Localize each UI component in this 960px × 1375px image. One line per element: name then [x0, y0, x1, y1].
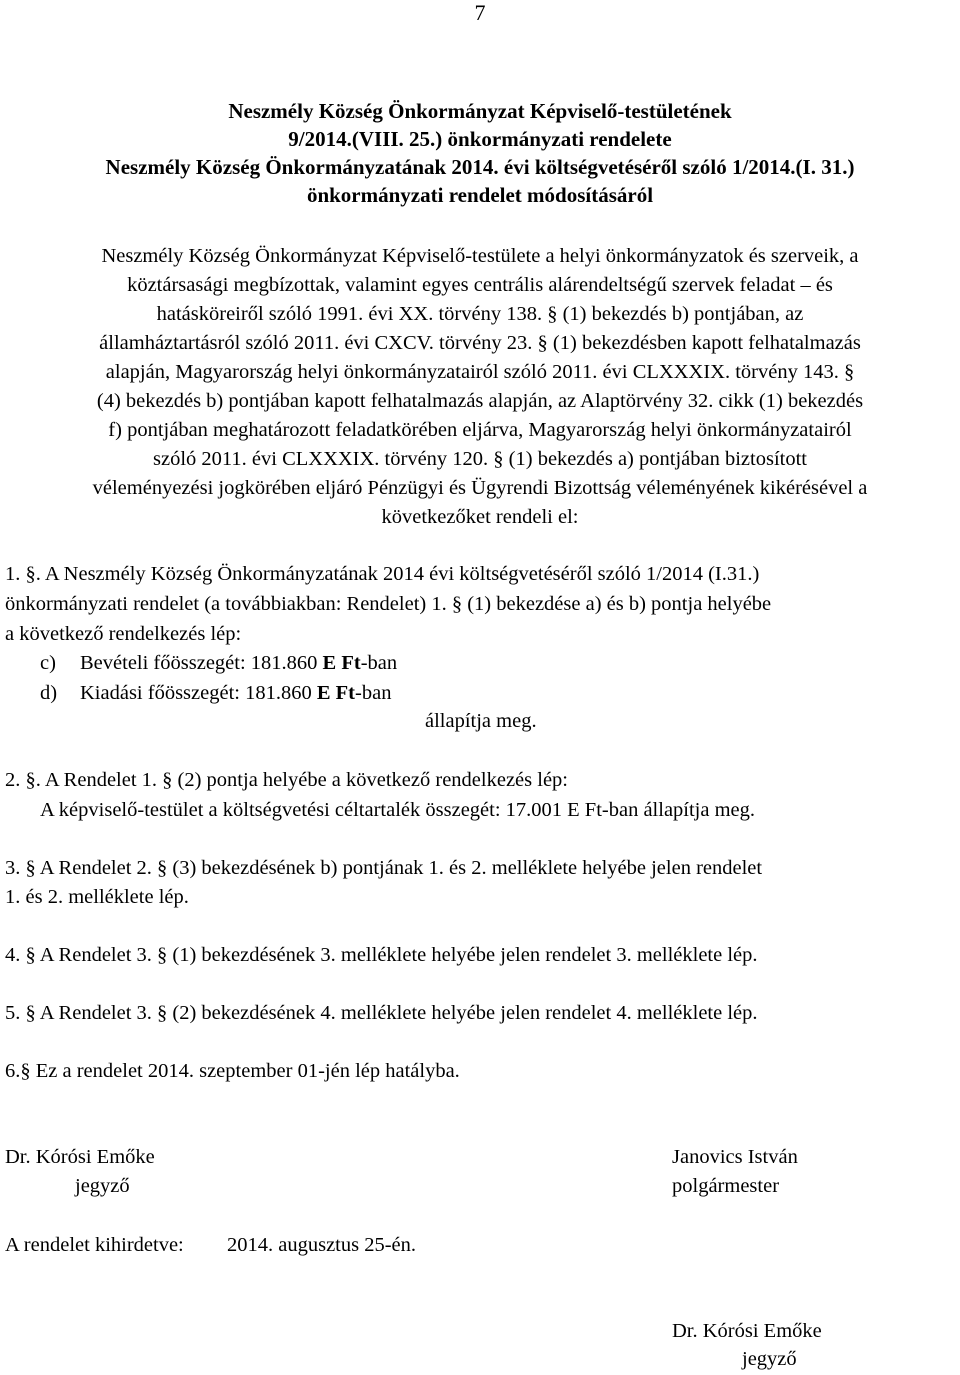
bottom-signature-name: Dr. Kórósi Emőke	[672, 1320, 822, 1342]
preamble-line: következőket rendeli el:	[381, 506, 579, 528]
promulgation-label: A rendelet kihirdetve:	[5, 1234, 184, 1256]
section-3-line-2: 1. és 2. melléklete lép.	[5, 886, 189, 908]
item-d-text: Kiadási főösszegét: 181.860	[80, 682, 317, 704]
preamble-line: f) pontjában meghatározott feladatkörében eljárva, Magyarország helyi önkormányzatairól	[108, 419, 852, 441]
preamble-line: (4) bekezdés b) pontjában kapott felhatalmazás alapján, az Alaptörvény 32. cikk (1) bekezdés	[96, 390, 864, 412]
bottom-signature-title: jegyző	[742, 1348, 797, 1370]
preamble-line: hatásköreiről szóló 1991. évi XX. törvény 138. § (1) bekezdés b) pontjában, az	[156, 303, 804, 325]
section-6: 6.§ Ez a rendelet 2014. szeptember 01-jén lép hatályba.	[5, 1060, 460, 1082]
title-line-3: Neszmély Község Önkormányzatának 2014. évi költségvetéséről szóló 1/2014.(I. 31.)	[105, 155, 855, 179]
item-d-suffix: -ban	[355, 682, 392, 704]
title-line-2: 9/2014.(VIII. 25.) önkormányzati rendelete	[288, 127, 672, 151]
item-d-label: d)	[40, 682, 58, 704]
signature-right-title: polgármester	[672, 1175, 780, 1197]
section-1-closing: állapítja meg.	[425, 710, 537, 732]
signature-right-name: Janovics István	[672, 1146, 798, 1168]
item-c	[80, 650, 397, 676]
section-1-line-1: 1. §. A Neszmély Község Önkormányzatának 2014 évi költségvetéséről szóló 1/2014 (I.31.)	[5, 563, 760, 585]
item-d-unit-ft: Ft	[335, 682, 356, 704]
item-c-unit-e: E	[322, 652, 337, 674]
preamble	[0, 242, 960, 532]
section-3-line-1: 3. § A Rendelet 2. § (3) bekezdésének b) pontjának 1. és 2. melléklete helyébe jelen rendelet	[5, 857, 763, 879]
preamble-line: szóló 2011. évi CLXXXIX. törvény 120. § (1) bekezdés a) pontjában biztosított	[153, 448, 807, 470]
item-d	[80, 680, 391, 706]
page-number: 7	[474, 0, 486, 25]
item-c-label: c)	[40, 652, 56, 674]
title-line-1: Neszmély Község Önkormányzat Képviselő-testületének	[228, 99, 732, 123]
preamble-line: véleményezési jogkörében eljáró Pénzügyi és Ügyrendi Bizottság véleményének kikérésével a	[92, 477, 868, 499]
section-2-line-1: 2. §. A Rendelet 1. § (2) pontja helyébe a következő rendelkezés lép:	[5, 769, 568, 791]
item-c-text: Bevételi főösszegét: 181.860	[80, 652, 323, 674]
preamble-line: köztársasági megbízottak, valamint egyes centrális alárendeltségű szervek feladat – és	[127, 274, 833, 296]
title-line-4: önkormányzati rendelet módosításáról	[306, 183, 654, 207]
item-c-suffix: -ban	[360, 652, 398, 674]
preamble-line: államháztartásról szóló 2011. évi CXCV. törvény 23. § (1) bekezdésben kapott felhatalmazás	[99, 332, 861, 354]
section-2-line-2: A képviselő-testület a költségvetési céltartalék összegét: 17.001 E Ft-ban állapítja meg.	[40, 799, 756, 821]
section-1-line-3: a következő rendelkezés lép:	[5, 623, 242, 645]
promulgation-date: 2014. augusztus 25-én.	[227, 1234, 417, 1256]
signature-left-name: Dr. Kórósi Emőke	[5, 1146, 155, 1168]
preamble-line: alapján, Magyarország helyi önkormányzatairól szóló 2011. évi CLXXXIX. törvény 143. §	[105, 361, 855, 383]
section-5: 5. § A Rendelet 3. § (2) bekezdésének 4. melléklete helyébe jelen rendelet 4. melléklete lép.	[5, 1002, 758, 1024]
item-c-unit-ft: Ft	[341, 652, 361, 674]
signature-left-title: jegyző	[75, 1175, 130, 1197]
section-4: 4. § A Rendelet 3. § (1) bekezdésének 3. melléklete helyébe jelen rendelet 3. melléklete lép.	[5, 944, 758, 966]
item-d-unit-e: E	[316, 682, 331, 704]
preamble-line: Neszmély Község Önkormányzat Képviselő-testülete a helyi önkormányzatok és szerveik, a	[101, 245, 859, 267]
section-1-line-2: önkormányzati rendelet (a továbbiakban: Rendelet) 1. § (1) bekezdése a) és b) pontja helyébe	[5, 593, 772, 615]
